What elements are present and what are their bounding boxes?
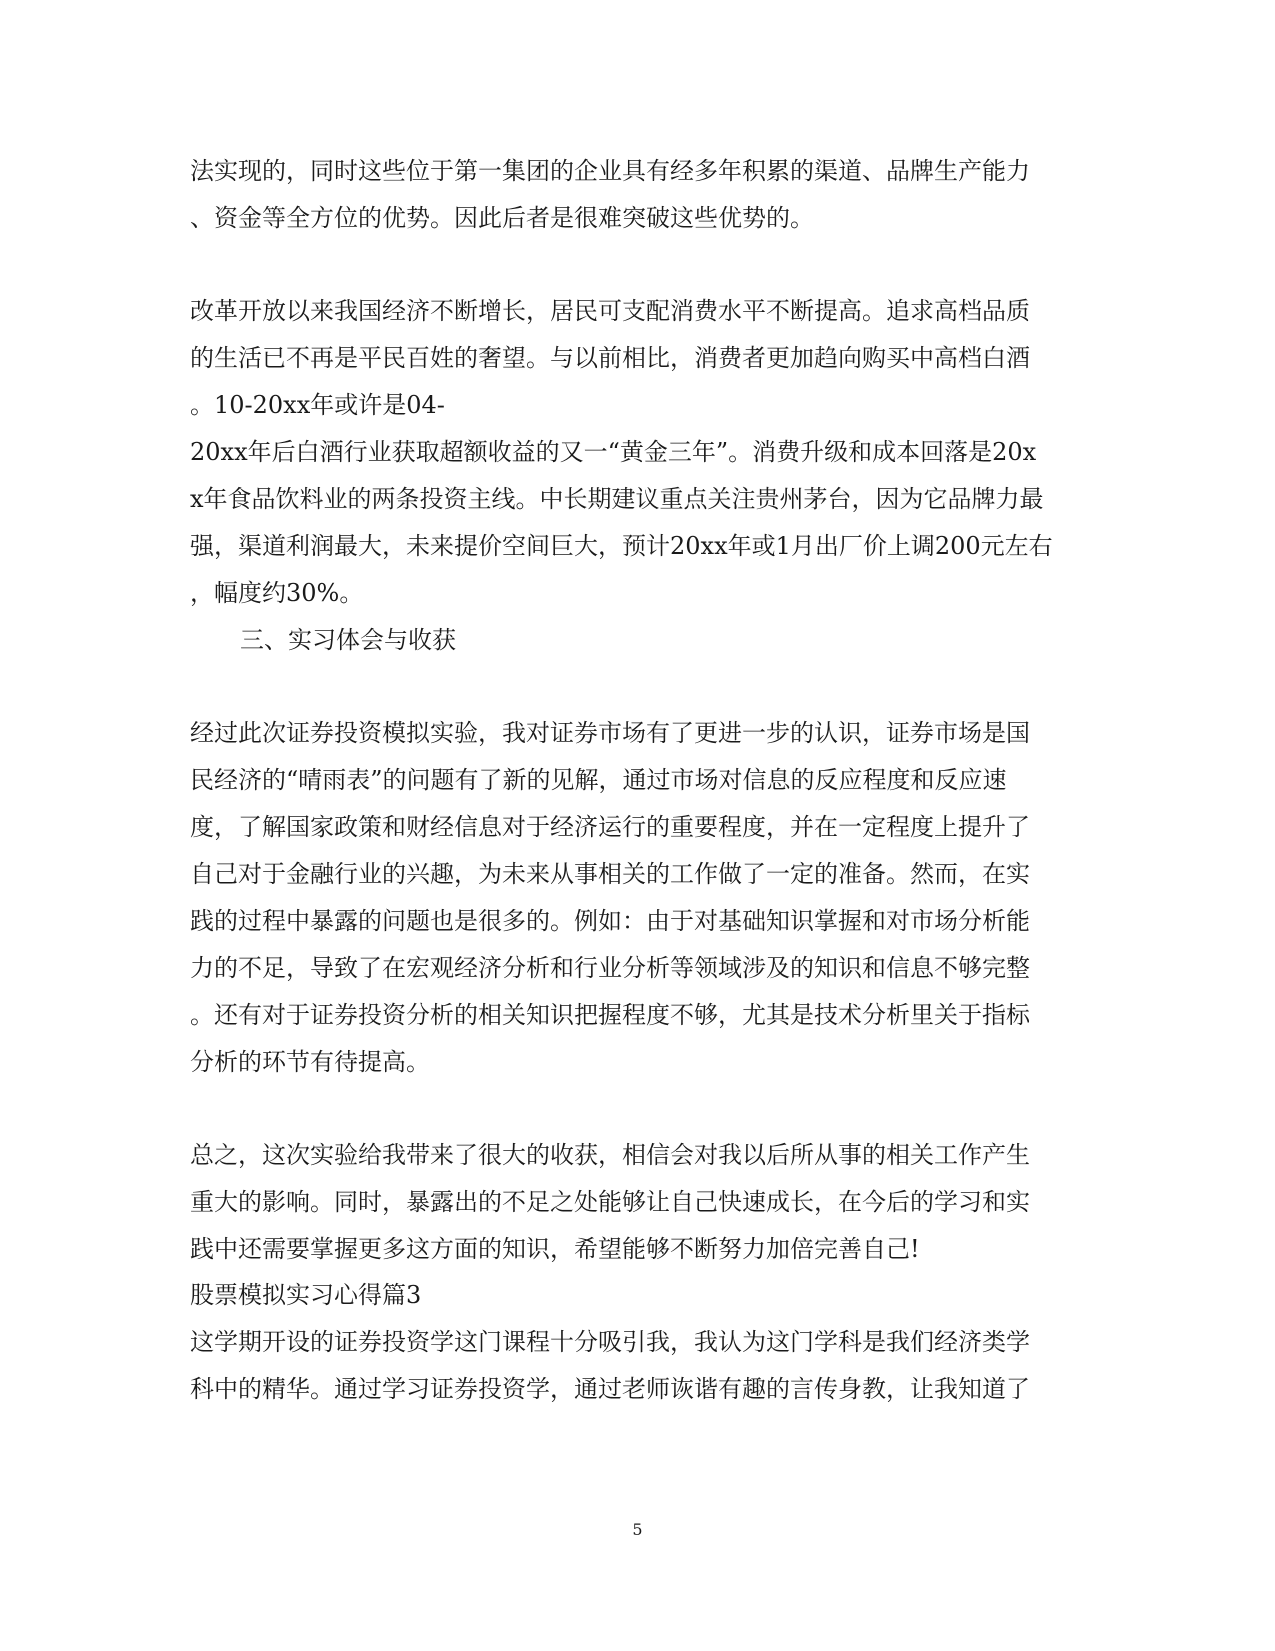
section-heading: 三、实习体会与收获: [240, 626, 456, 654]
text-line: 。10-20xx年或许是04-: [190, 391, 445, 419]
text-line: 。还有对于证券投资分析的相关知识把握程度不够，尤其是技术分析里关于指标: [190, 1001, 1030, 1029]
text-line: 践中还需要掌握更多这方面的知识，希望能够不断努力加倍完善自己!: [190, 1235, 920, 1263]
text-line: 科中的精华。通过学习证券投资学，通过老师诙谐有趣的言传身教，让我知道了: [190, 1375, 1030, 1403]
text-line: 20xx年后白酒行业获取超额收益的又一“黄金三年”。消费升级和成本回落是20x: [190, 438, 1037, 466]
text-line: 改革开放以来我国经济不断增长，居民可支配消费水平不断提高。追求高档品质: [190, 297, 1030, 325]
text-line: 自己对于金融行业的兴趣，为未来从事相关的工作做了一定的准备。然而，在实: [190, 860, 1030, 888]
text-line: 经过此次证券投资模拟实验，我对证券市场有了更进一步的认识，证券市场是国: [190, 719, 1030, 747]
text-line: 度，了解国家政策和财经信息对于经济运行的重要程度，并在一定程度上提升了: [190, 813, 1030, 841]
text-line: 力的不足，导致了在宏观经济分析和行业分析等领域涉及的知识和信息不够完整: [190, 954, 1030, 982]
text-line: 的生活已不再是平民百姓的奢望。与以前相比，消费者更加趋向购买中高档白酒: [190, 344, 1030, 372]
text-line: 强，渠道利润最大，未来提价空间巨大，预计20xx年或1月出厂价上调200元左右: [190, 532, 1053, 560]
text-line: 、资金等全方位的优势。因此后者是很难突破这些优势的。: [190, 204, 814, 232]
text-line: 重大的影响。同时，暴露出的不足之处能够让自己快速成长，在今后的学习和实: [190, 1188, 1030, 1216]
text-line: 这学期开设的证券投资学这门课程十分吸引我，我认为这门学科是我们经济类学: [190, 1328, 1030, 1356]
page-number: 5: [632, 1520, 643, 1539]
text-line: x年食品饮料业的两条投资主线。中长期建议重点关注贵州茅台，因为它品牌力最: [190, 485, 1044, 513]
text-line: ，幅度约30%。: [190, 579, 364, 607]
text-line: 民经济的“晴雨表”的问题有了新的见解，通过市场对信息的反应程度和反应速: [190, 766, 1007, 794]
text-line: 践的过程中暴露的问题也是很多的。例如：由于对基础知识掌握和对市场分析能: [190, 907, 1030, 935]
text-line: 分析的环节有待提高。: [190, 1048, 430, 1076]
text-line: 法实现的，同时这些位于第一集团的企业具有经多年积累的渠道、品牌生产能力: [190, 157, 1030, 185]
article-title: 股票模拟实习心得篇3: [190, 1281, 422, 1309]
text-line: 总之，这次实验给我带来了很大的收获，相信会对我以后所从事的相关工作产生: [190, 1141, 1030, 1169]
